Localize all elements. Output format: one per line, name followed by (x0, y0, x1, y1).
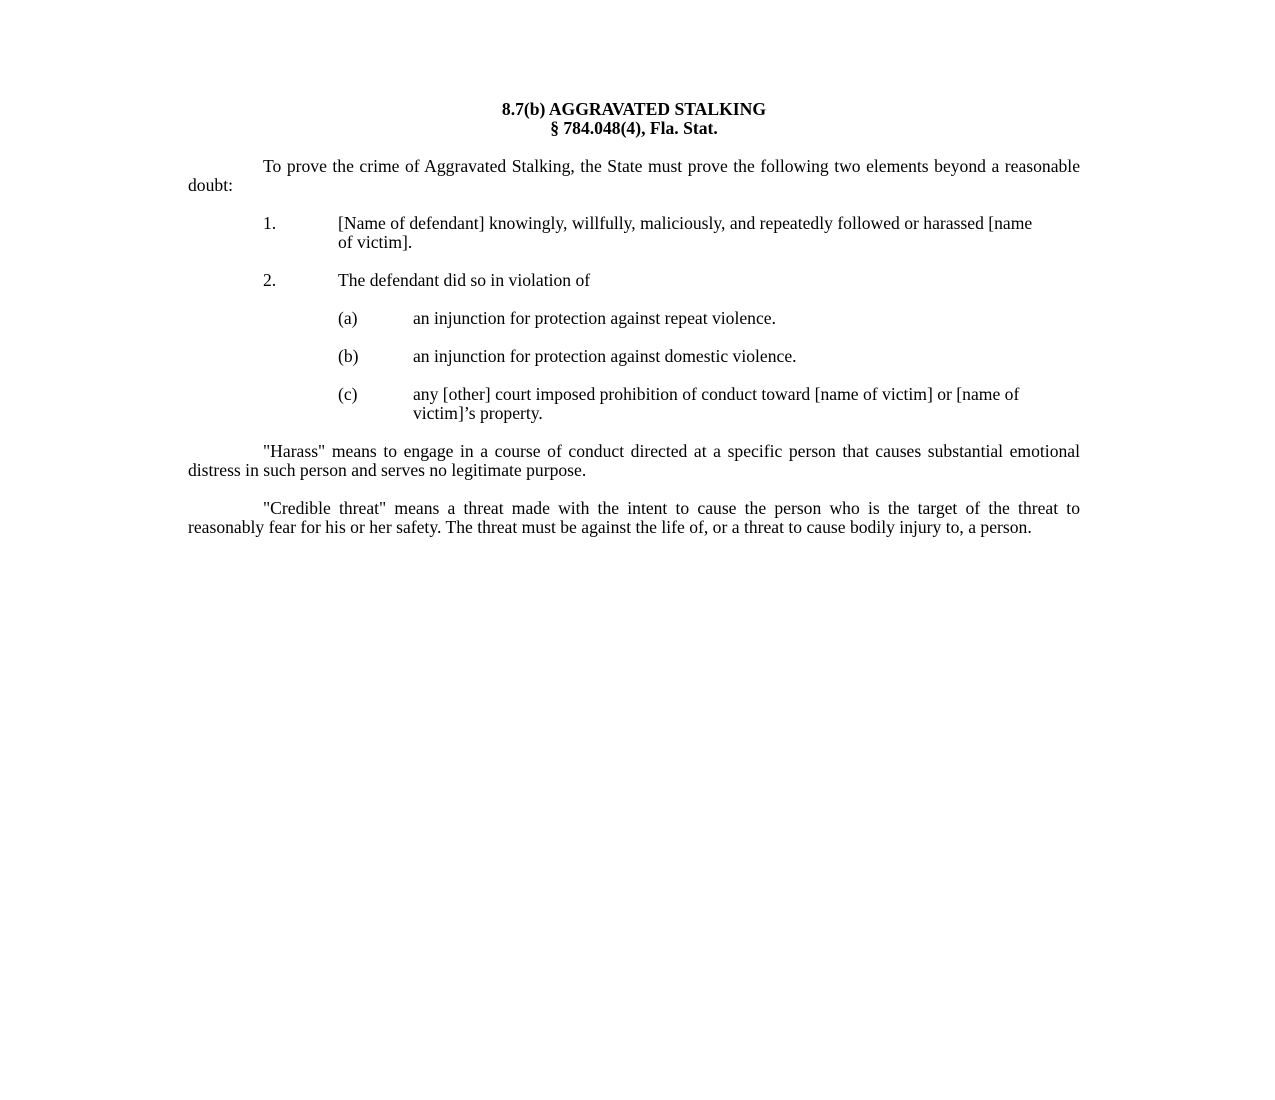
title-line-2: § 784.048(4), Fla. Stat. (550, 118, 718, 138)
subelement-letter: (a) (338, 308, 358, 328)
subelement-item (188, 347, 1080, 366)
element-number: 2. (263, 270, 277, 290)
definition-harass: "Harass" means to engage in a course of conduct directed at a specific person that causes substantial emotional distress in such person and serves no legitimate purpose. (188, 441, 1080, 480)
subelement-letter: (b) (338, 346, 359, 366)
subelement-item (188, 309, 1080, 328)
intro-paragraph: To prove the crime of Aggravated Stalking, the State must prove the following two elements beyond a reasonable doubt: (188, 156, 1080, 195)
element-number: 1. (263, 213, 277, 233)
document-title (188, 100, 1080, 138)
subelement-letter: (c) (338, 384, 358, 404)
subelement-item (188, 385, 1080, 423)
subelement-text: an injunction for protection against domestic violence. (413, 346, 797, 366)
element-item (188, 214, 1080, 252)
element-text: The defendant did so in violation of (338, 270, 591, 290)
definition-credible-threat: "Credible threat" means a threat made with the intent to cause the person who is the target of the threat to reasonably fear for his or her safety. The threat must be against the life of, or a threat to cause bodily injury to, a person. (188, 498, 1080, 537)
document-page (188, 100, 1080, 537)
title-line-1: 8.7(b) AGGRAVATED STALKING (501, 99, 767, 119)
subelement-text: an injunction for protection against repeat violence. (413, 308, 776, 328)
element-text: [Name of defendant] knowingly, willfully, maliciously, and repeatedly followed or harassed [name of victim]. (338, 213, 1033, 252)
subelement-text: any [other] court imposed prohibition of conduct toward [name of victim] or [name of victim]’s property. (413, 384, 1020, 423)
element-item (188, 271, 1080, 290)
